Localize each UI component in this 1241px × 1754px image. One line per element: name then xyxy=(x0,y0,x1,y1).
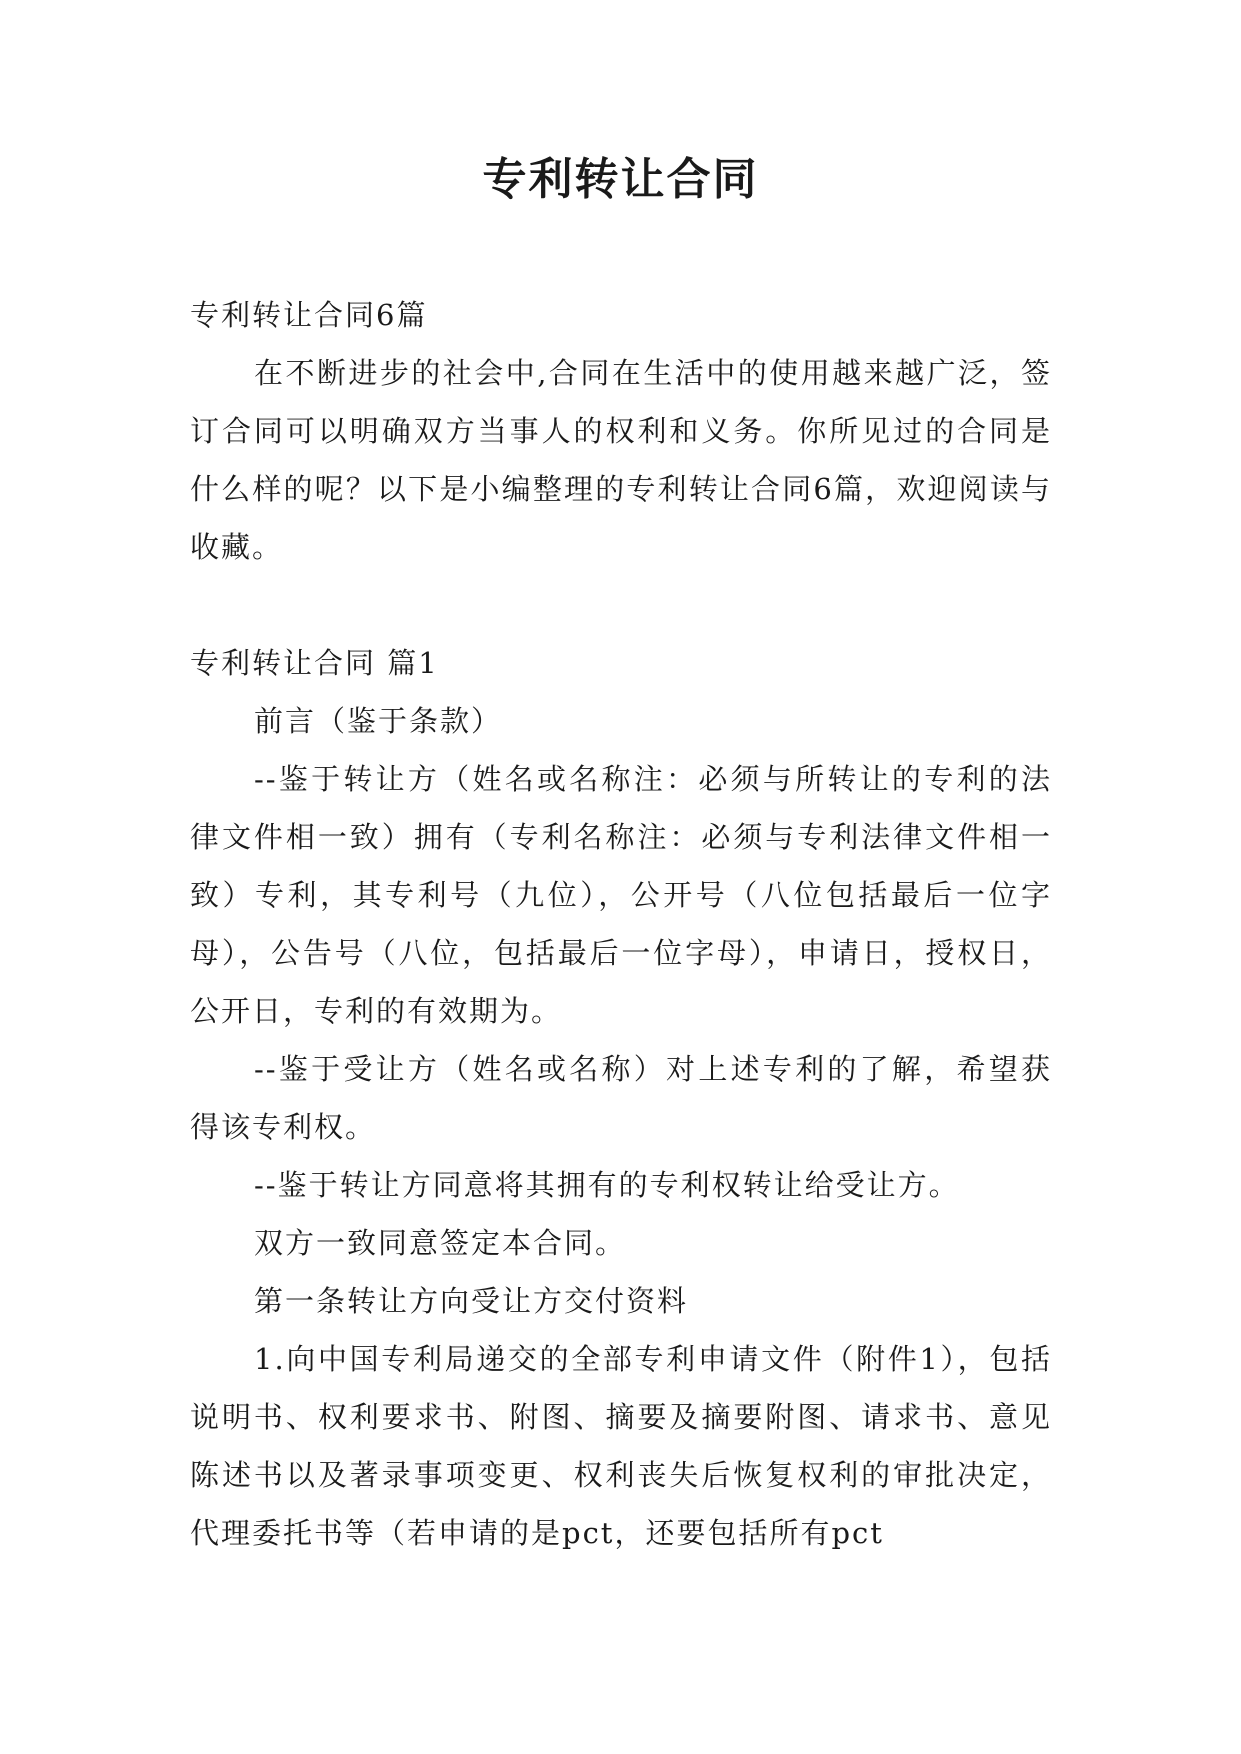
whereas-clause-transferee: --鉴于受让方（姓名或名称）对上述专利的了解，希望获得该专利权。 xyxy=(190,1052,1052,1144)
intro-paragraph: 在不断进步的社会中,合同在生活中的使用越来越广泛，签订合同可以明确双方当事人的权利和义务。你所见过的合同是什么样的呢？以下是小编整理的专利转让合同6篇，欢迎阅读与收藏。 xyxy=(190,356,1052,564)
mutual-consent-paragraph: 双方一致同意签定本合同。 xyxy=(254,1226,627,1260)
article-one-item-1: 1.向中国专利局递交的全部专利申请文件（附件1），包括说明书、权利要求书、附图、摘要及摘要附图、请求书、意见陈述书以及著录事项变更、权利丧失后恢复权利的审批决定，代理委托书等（若申请的是pct，还要包括所有pct xyxy=(190,1342,1052,1550)
section-heading: 专利转让合同 篇1 xyxy=(190,646,439,680)
whereas-clause-transferor: --鉴于转让方（姓名或名称注：必须与所转让的专利的法律文件相一致）拥有（专利名称注：必须与专利法律文件相一致）专利，其专利号（九位），公开号（八位包括最后一位字母），公告号（八位，包括最后一位字母），申请日，授权日，公开日，专利的有效期为。 xyxy=(190,762,1052,1028)
article-one-heading: 第一条转让方向受让方交付资料 xyxy=(254,1284,689,1318)
document-body xyxy=(190,286,1052,1562)
preamble-heading: 前言（鉴于条款） xyxy=(254,704,503,738)
section-spacer xyxy=(190,576,1052,634)
document-subtitle: 专利转让合同6篇 xyxy=(190,298,428,332)
whereas-clause-agreement: --鉴于转让方同意将其拥有的专利权转让给受让方。 xyxy=(254,1168,960,1202)
document-title: 专利转让合同 xyxy=(482,154,759,205)
